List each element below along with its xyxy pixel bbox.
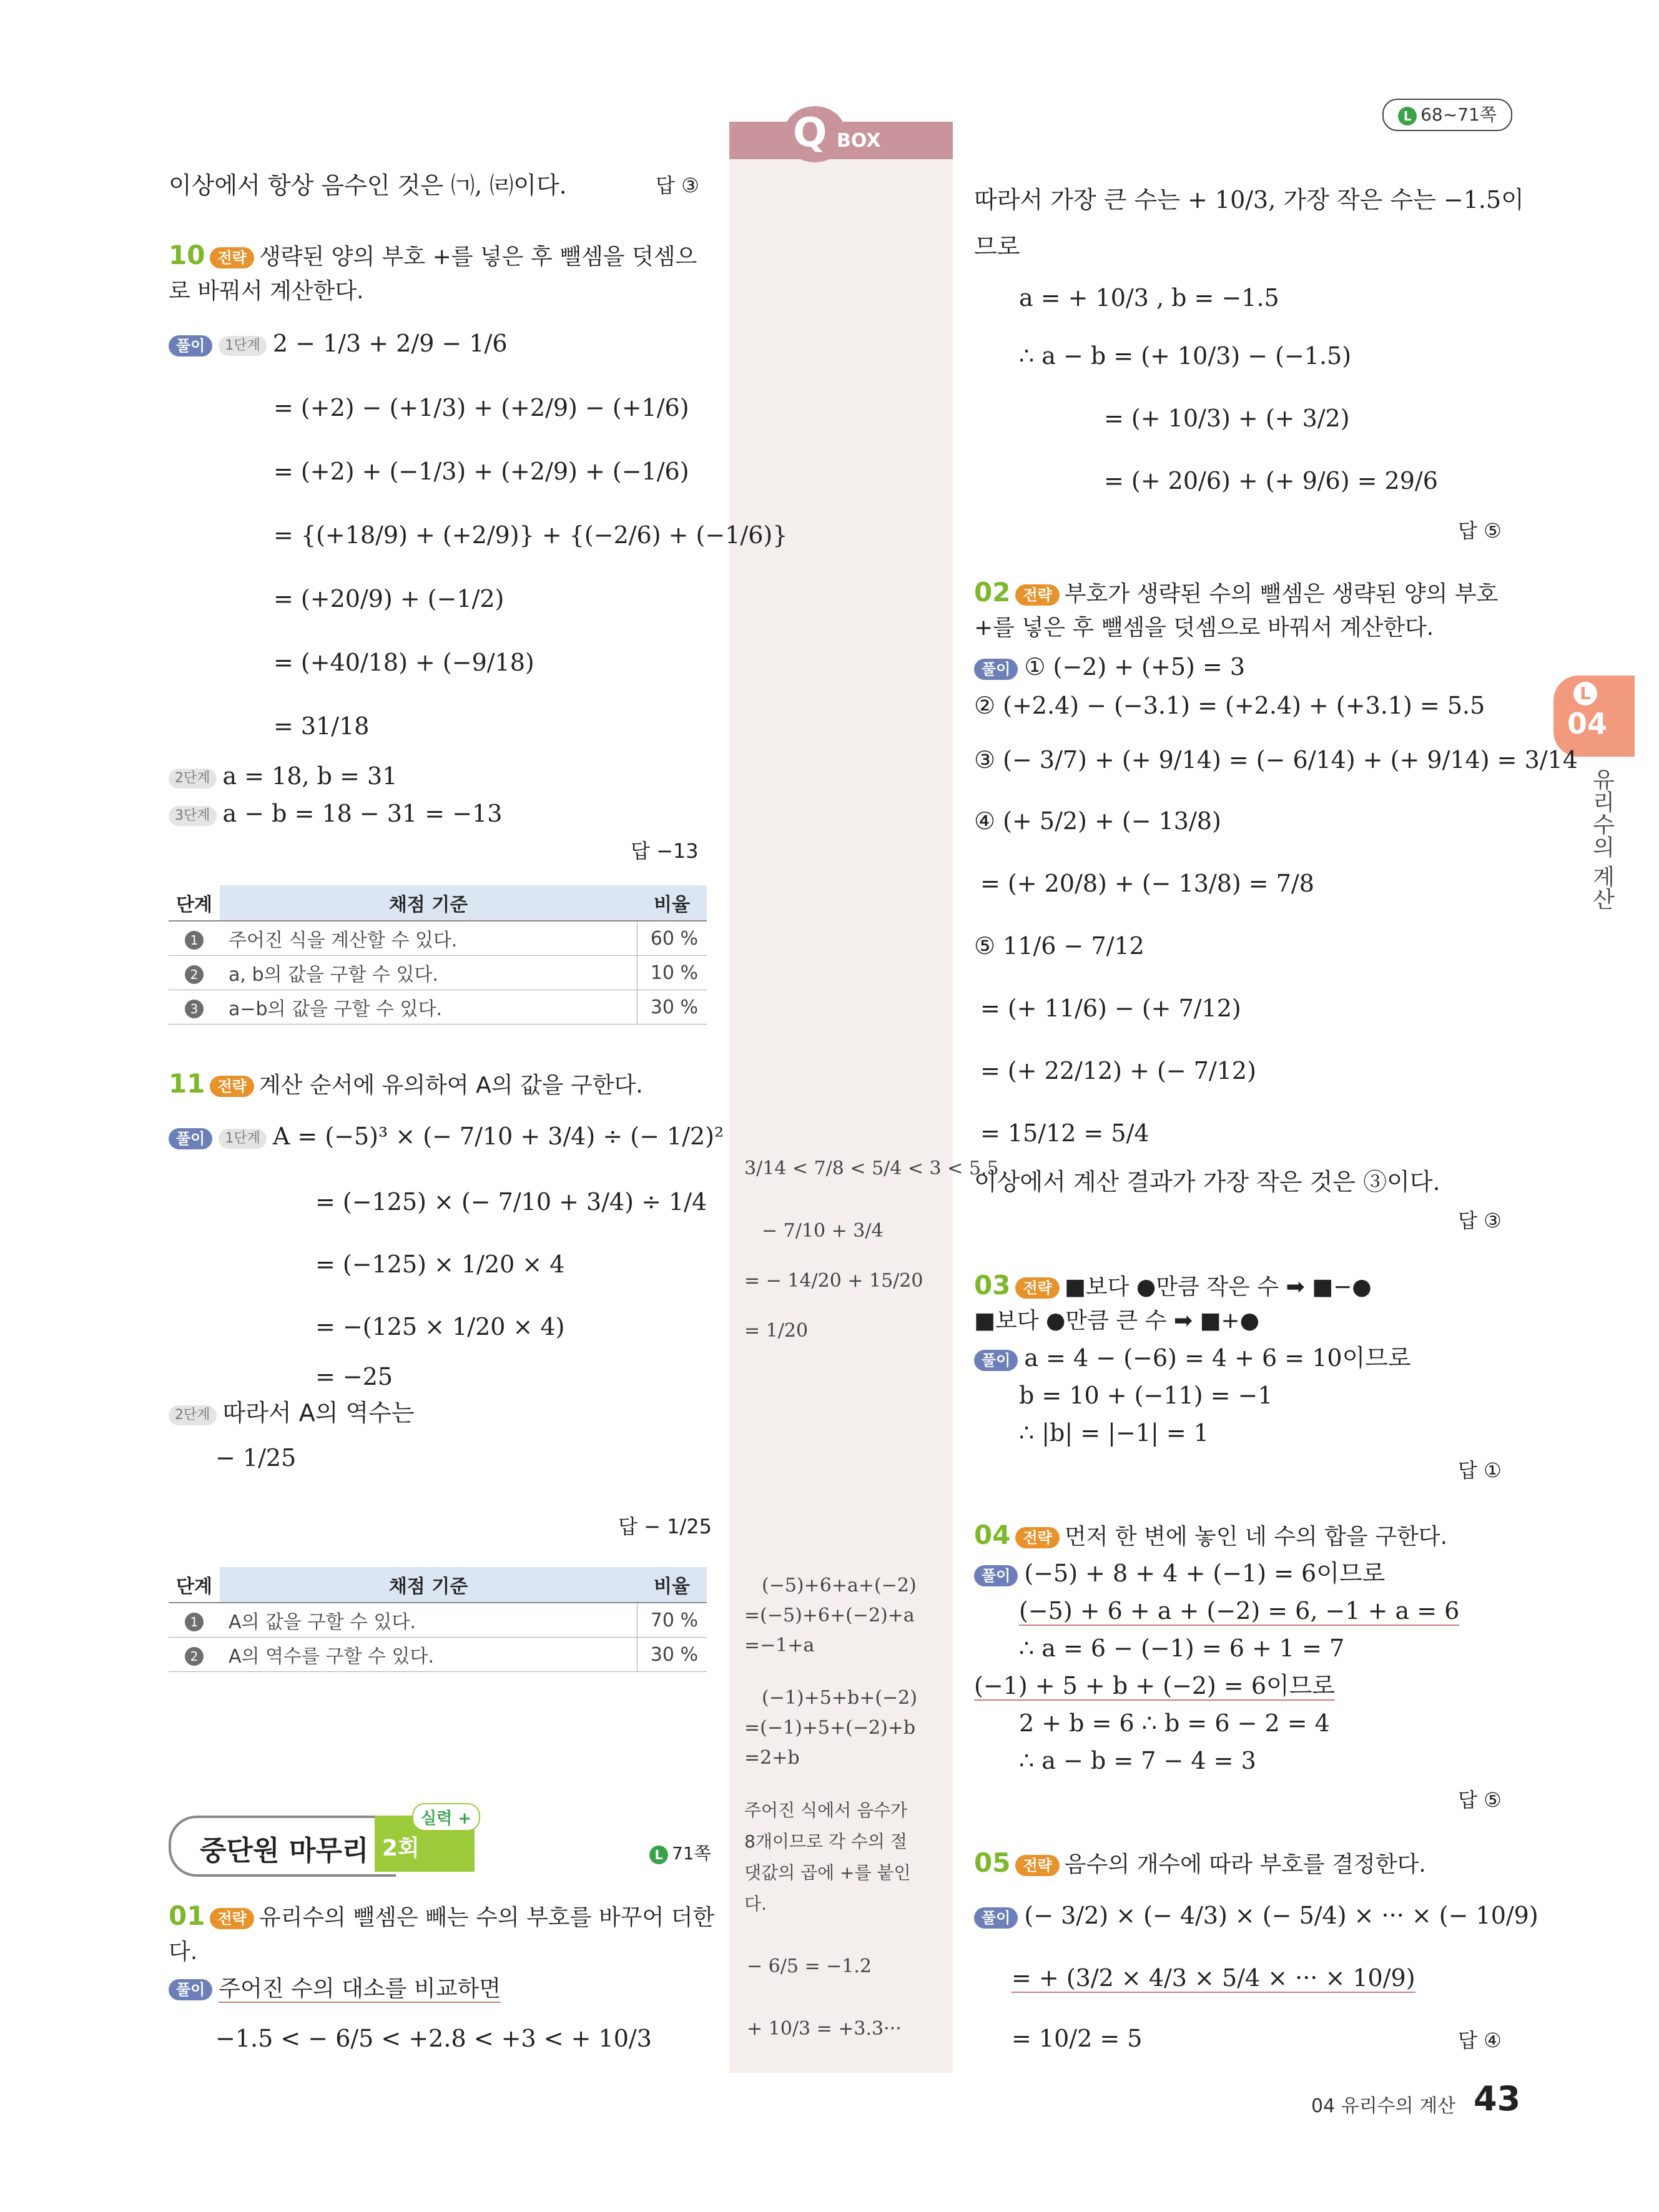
step-tag: 1단계 — [219, 336, 267, 356]
q05-line-0: 풀이 (− 3/2) × (− 4/3) × (− 5/4) × ··· × (− 10/9) — [974, 1900, 1538, 1931]
q02-strategy-2: +를 넣은 후 뺄셈을 덧셈으로 바꿔서 계산한다. — [974, 615, 1434, 641]
r-line-1: ∴ a − b = (+ 10/3) − (−1.5) — [1019, 342, 1352, 370]
memo-2b: = − 14/20 + 15/20 — [744, 1270, 923, 1292]
q04-line-0: 풀이 (−5) + 8 + 4 + (−1) = 6이므로 — [974, 1558, 1385, 1589]
q10-line-4: = (+20/9) + (−1/2) — [273, 585, 505, 612]
table-header: 단계 — [169, 885, 220, 921]
memo-4a: (−1)+5+b+(−2) — [762, 1687, 917, 1709]
q10-line-2: = (+2) + (−1/3) + (+2/9) + (−1/6) — [273, 458, 689, 485]
intro-text: 이상에서 항상 음수인 것은 ㈀, ㈃이다. — [169, 172, 567, 199]
memo-5-1: 주어진 식에서 음수가 — [744, 1800, 908, 1821]
q04-line-5: ∴ a − b = 7 − 4 = 3 — [1019, 1747, 1256, 1774]
section-round: 2회 — [382, 1836, 420, 1861]
q03-line-1: b = 10 + (−11) = −1 — [1019, 1382, 1273, 1409]
q10-line-1: = (+2) − (+1/3) + (+2/9) − (+1/6) — [273, 394, 689, 421]
q03-strategy-2: ■보다 ●만큼 큰 수 ➡ ■+● — [974, 1308, 1260, 1334]
table-header: 채점 기준 — [220, 885, 637, 921]
memo-3c: =−1+a — [744, 1634, 815, 1656]
memo-5-2: 8개이므로 각 수의 절 — [744, 1831, 907, 1852]
q02-line-0: 풀이 ① (−2) + (+5) = 3 — [974, 651, 1245, 682]
q11-line-4: = −25 — [315, 1363, 393, 1390]
memo-1: 3/14 < 7/8 < 5/4 < 3 < 5.5 — [744, 1158, 999, 1179]
q02-line-2: ③ (− 3/7) + (+ 9/14) = (− 6/14) + (+ 9/14) = 3/14 — [974, 746, 1578, 774]
q11-line-3: = −(125 × 1/20 × 4) — [315, 1313, 565, 1340]
table-row: 2 A의 역수를 구할 수 있다. 30 % — [169, 1638, 707, 1672]
lesson-icon: L — [1398, 107, 1417, 125]
q11-step2: 2단계 따라서 A의 역수는 — [169, 1397, 415, 1428]
r-line-0: a = + 10/3 , b = −1.5 — [1019, 284, 1279, 312]
q10-line-5: = (+40/18) + (−9/18) — [273, 649, 534, 676]
memo-4b: =(−1)+5+(−2)+b — [744, 1717, 916, 1739]
chapter-tab-title: 유리수의 계산 — [1589, 768, 1615, 910]
q02-strategy: 02 전략 부호가 생략된 수의 뺄셈은 생략된 양의 부호 — [974, 577, 1499, 607]
section-level-badge: 실력 + — [412, 1803, 480, 1831]
footer-chapter: 04 유리수의 계산 — [1311, 2095, 1456, 2117]
q02-line-7: = (+ 22/12) + (− 7/12) — [980, 1057, 1256, 1084]
page-reference — [1382, 99, 1512, 131]
q02-line-8: = 15/12 = 5/4 — [980, 1119, 1149, 1147]
q11-answer: 답 − 1/25 — [618, 1515, 712, 1538]
r-answer-1: 답 ⑤ — [1458, 519, 1502, 543]
memo-6: − 6/5 = −1.2 — [747, 1955, 872, 1977]
q11-reciprocal: − 1/25 — [215, 1444, 297, 1472]
memo-5-4: 다. — [744, 1894, 767, 1914]
q10-step2: 2단계 a = 18, b = 31 — [169, 760, 397, 792]
q02-line-1: ② (+2.4) − (−3.1) = (+2.4) + (+3.1) = 5.5 — [974, 692, 1485, 719]
q10-line-6: = 31/18 — [273, 712, 370, 740]
q10-line-3: = {(+18/9) + (+2/9)} + {(−2/6) + (−1/6)} — [273, 521, 788, 549]
q02-line-6: = (+ 11/6) − (+ 7/12) — [980, 995, 1241, 1022]
table-row: 1 A의 값을 구할 수 있다. 70 % — [169, 1603, 707, 1638]
q02-answer: 답 ③ — [1458, 1209, 1502, 1232]
q01-line-2: −1.5 < − 6/5 < +2.8 < +3 < + 10/3 — [215, 2025, 652, 2052]
q01-strategy-2: 다. — [169, 1939, 198, 1965]
r-top-1: 따라서 가장 큰 수는 + 10/3, 가장 작은 수는 −1.5이 — [974, 186, 1524, 214]
q02-line-3: ④ (+ 5/2) + (− 13/8) — [974, 807, 1221, 835]
q10-step3: 3단계 a − b = 18 − 31 = −13 — [169, 798, 502, 829]
memo-2c: = 1/20 — [744, 1320, 809, 1342]
memo-4c: =2+b — [744, 1747, 800, 1769]
q05-line-1: = + (3/2 × 4/3 × 5/4 × ··· × 10/9) — [1012, 1964, 1415, 1992]
r-line-2: = (+ 10/3) + (+ 3/2) — [1104, 405, 1350, 432]
q03-answer: 답 ① — [1458, 1458, 1502, 1482]
table-row: 1 주어진 식을 계산할 수 있다. 60 % — [169, 921, 707, 956]
table-row: 2 a, b의 값을 구할 수 있다. 10 % — [169, 956, 707, 990]
q04-line-3: (−1) + 5 + b + (−2) = 6이므로 — [974, 1672, 1336, 1699]
qbox-column — [729, 137, 953, 2073]
q10-answer: 답 −13 — [631, 839, 699, 863]
grading-table-2: 단계 채점 기준 비율 1 A의 값을 구할 수 있다. 70 % 2 A의 역수를 구할 수 있다. 30 % — [169, 1567, 707, 1672]
memo-3b: =(−5)+6+(−2)+a — [744, 1605, 915, 1626]
q02-line-4: = (+ 20/8) + (− 13/8) = 7/8 — [980, 870, 1314, 897]
q10-line-0: 풀이 1단계 2 − 1/3 + 2/9 − 1/6 — [169, 328, 508, 359]
q05-strategy: 05 전략 음수의 개수에 따라 부호를 결정한다. — [974, 1847, 1426, 1878]
lesson-icon: L — [649, 1846, 668, 1864]
page-number: 43 — [1474, 2079, 1521, 2118]
q11-line-2: = (−125) × 1/20 × 4 — [315, 1251, 565, 1278]
table-row: 3 a−b의 값을 구할 수 있다. 30 % — [169, 990, 707, 1025]
q05-answer: 답 ④ — [1458, 2028, 1502, 2052]
table-header: 비율 — [637, 885, 707, 921]
q04-line-2: ∴ a = 6 − (−1) = 6 + 1 = 7 — [1019, 1634, 1345, 1662]
r-line-3: = (+ 20/6) + (+ 9/6) = 29/6 — [1104, 467, 1438, 494]
q11-line-1: = (−125) × (− 7/10 + 3/4) ÷ 1/4 — [315, 1188, 707, 1216]
solution-tag: 풀이 — [169, 335, 212, 356]
q02-line-5: ⑤ 11/6 − 7/12 — [974, 932, 1145, 960]
q11-line-0: 풀이 1단계 A = (−5)³ × (− 7/10 + 3/4) ÷ (− 1/2)² — [169, 1121, 724, 1152]
memo-3a: (−5)+6+a+(−2) — [762, 1575, 917, 1596]
memo-7: + 10/3 = +3.3··· — [747, 2018, 902, 2040]
memo-5-3: 댓값의 곱에 +를 붙인 — [744, 1862, 911, 1883]
q05-line-2: = 10/2 = 5 — [1012, 2025, 1143, 2052]
q01-line-1: 풀이 주어진 수의 대소를 비교하면 — [169, 1974, 501, 2004]
q10-strategy-2: 로 바꿔서 계산한다. — [169, 278, 364, 304]
chapter-tab-l: L — [1573, 682, 1597, 705]
intro-answer: 답 ③ — [656, 174, 699, 197]
q02-line-9: 이상에서 계산 결과가 가장 작은 것은 ③이다. — [974, 1168, 1440, 1196]
q04-strategy: 04 전략 먼저 한 변에 놓인 네 수의 합을 구한다. — [974, 1520, 1448, 1550]
q03-strategy: 03 전략 ■보다 ●만큼 작은 수 ➡ ■−● — [974, 1270, 1372, 1300]
q01-strategy: 01 전략 유리수의 뺄셈은 빼는 수의 부호를 바꾸어 더한 — [169, 1900, 715, 1931]
section-title: 중단원 마무리 — [200, 1835, 369, 1867]
q04-line-1: (−5) + 6 + a + (−2) = 6, −1 + a = 6 — [1019, 1597, 1460, 1625]
page-reference-text: 68~71쪽 — [1420, 104, 1497, 125]
strategy-tag: 전략 — [210, 247, 254, 268]
q04-answer: 답 ⑤ — [1458, 1788, 1502, 1812]
chapter-tab-number: 04 — [1567, 707, 1608, 740]
q10-strategy: 10 전략 생략된 양의 부호 +를 넣은 후 뺄셈을 덧셈으 — [169, 240, 697, 270]
memo-2a: − 7/10 + 3/4 — [762, 1220, 884, 1242]
q04-line-4: 2 + b = 6 ∴ b = 6 − 2 = 4 — [1019, 1709, 1330, 1737]
q11-strategy: 11 전략 계산 순서에 유의하여 A의 값을 구한다. — [169, 1068, 643, 1099]
r-top-2: 므로 — [974, 233, 1020, 260]
q03-line-0: 풀이 a = 4 − (−6) = 4 + 6 = 10이므로 — [974, 1342, 1411, 1374]
qbox-q: Q — [793, 110, 827, 156]
grading-table-1 — [169, 885, 707, 1025]
q03-line-2: ∴ |b| = |−1| = 1 — [1019, 1419, 1209, 1447]
section-ref: L 71쪽 — [649, 1839, 711, 1869]
qbox-box: BOX — [837, 130, 881, 152]
answer-mark: 답 — [656, 174, 675, 197]
